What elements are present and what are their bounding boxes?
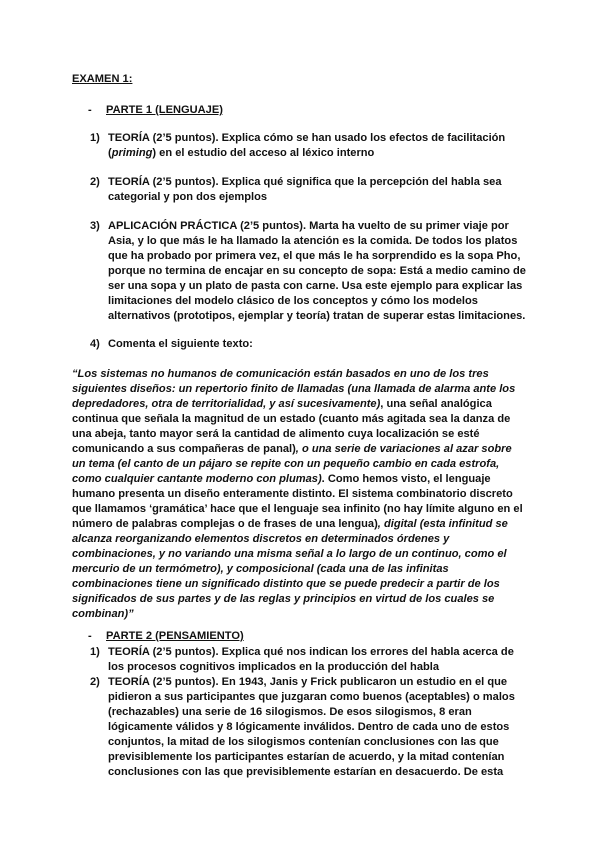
quote-segment: , una señal analógica continua que señala la magnitud de un estado (cuanto más agitada sea la danza de una abeja, tanto mayor será la cantidad de alimento cuya localización se esté comunicando a sus compañeras de panal) xyxy=(72,398,511,455)
section-label: PARTE 2 (PENSAMIENTO) xyxy=(106,630,244,642)
question-text-part: ) en el estudio del acceso al léxico interno xyxy=(152,147,375,159)
quoted-text xyxy=(72,367,524,622)
quote-segment: . Como hemos visto, el lenguaje humano presenta un diseño enteramente distinto. El sistema combinatorio discreto que llamamos ‘gramática’ hace que el lenguaje sea infinito (no hay límite alguno en el número de palabras complejas o de frases de una lengua) xyxy=(72,473,523,530)
question-number: 1) xyxy=(90,646,100,658)
question-2-2 xyxy=(90,675,530,780)
question-number: 4) xyxy=(90,338,100,350)
exam-title: EXAMEN 1: xyxy=(72,73,133,85)
bullet-dash: - xyxy=(88,630,92,642)
bullet-dash: - xyxy=(88,104,92,116)
question-number: 3) xyxy=(90,220,100,232)
quote-segment: , o una serie de variaciones al azar sobre un tema (el canto de un pájaro se repite con un pequeño cambio en cada estrofa, como cualquier cantante moderno con plumas) xyxy=(72,443,512,485)
question-1-2 xyxy=(90,175,530,205)
question-1-4 xyxy=(90,337,530,352)
question-number: 2) xyxy=(90,176,100,188)
question-text: TEORÍA (2’5 puntos). Explica qué significa que la percepción del habla sea categorial y pon dos ejemplos xyxy=(108,176,502,203)
question-number: 1) xyxy=(90,132,100,144)
question-text: Comenta el siguiente texto: xyxy=(108,338,253,350)
quote-segment: , y composicional (cada una de las infinitas combinaciones tiene un significado distinto que se puede predecir a partir de los significados de sus partes y de las reglas y principios en virtud de los cuales se combinan)” xyxy=(72,563,500,620)
section-part-2 xyxy=(88,629,244,644)
question-text: TEORÍA (2’5 puntos). Explica qué nos indican los errores del habla acerca de los procesos cognitivos implicados en la producción del habla xyxy=(108,646,514,673)
question-2-1 xyxy=(90,645,530,675)
question-text xyxy=(108,131,530,161)
question-1-3 xyxy=(90,219,530,324)
section-part-1 xyxy=(88,103,223,118)
quote-segment: , digital (esta infinitud se alcanza reorganizando elementos discretos en determinados órdenes y combinaciones, y no variando una misma señal a lo largo de un continuo, como el mercurio de un termómetro) xyxy=(72,518,508,575)
question-emphasis: priming xyxy=(111,147,153,159)
quote-segment: “Los sistemas no humanos de comunicación están basados en uno de los tres siguientes diseños: un repertorio finito de llamadas (una llamada de alarma ante los depredadores, otra de territorialidad, y así sucesivamente) xyxy=(72,368,516,410)
section-label: PARTE 1 (LENGUAJE) xyxy=(106,104,223,116)
question-text: TEORÍA (2’5 puntos). En 1943, Janis y Frick publicaron un estudio en el que pidieron a sus participantes que juzgaran como buenos (aceptables) o malos (rechazables) una serie de 16 silogismos. De esos silogismos, 8 eran lógicamente válidos y 8 lógicamente inválidos. Dentro de cada uno de estos conjuntos, la mitad de los silogismos contenían conclusiones con las que previsiblemente los participantes estarían de acuerdo, y la mitad contenían conclusiones con las que previsiblemente estarían en desacuerdo. De esta xyxy=(108,676,515,778)
question-text-part: TEORÍA (2’5 puntos). Explica cómo se han usado los efectos de facilitación ( xyxy=(108,132,506,159)
question-1-1 xyxy=(90,131,530,161)
question-text: APLICACIÓN PRÁCTICA (2’5 puntos). Marta ha vuelto de su primer viaje por Asia, y lo que más le ha llamado la atención es la comida. De todos los platos que ha probado por primera vez, el que más le ha sorprendido es la sopa Pho, porque no termina de encajar en su concepto de sopa: Está a medio camino de ser una sopa y un plato de pasta con carne. Usa este ejemplo para explicar las limitaciones del modelo clásico de los conceptos y cómo los modelos alternativos (prototipos, ejemplar y teoría) tratan de superar estas limitaciones. xyxy=(108,220,526,322)
question-number: 2) xyxy=(90,676,100,688)
